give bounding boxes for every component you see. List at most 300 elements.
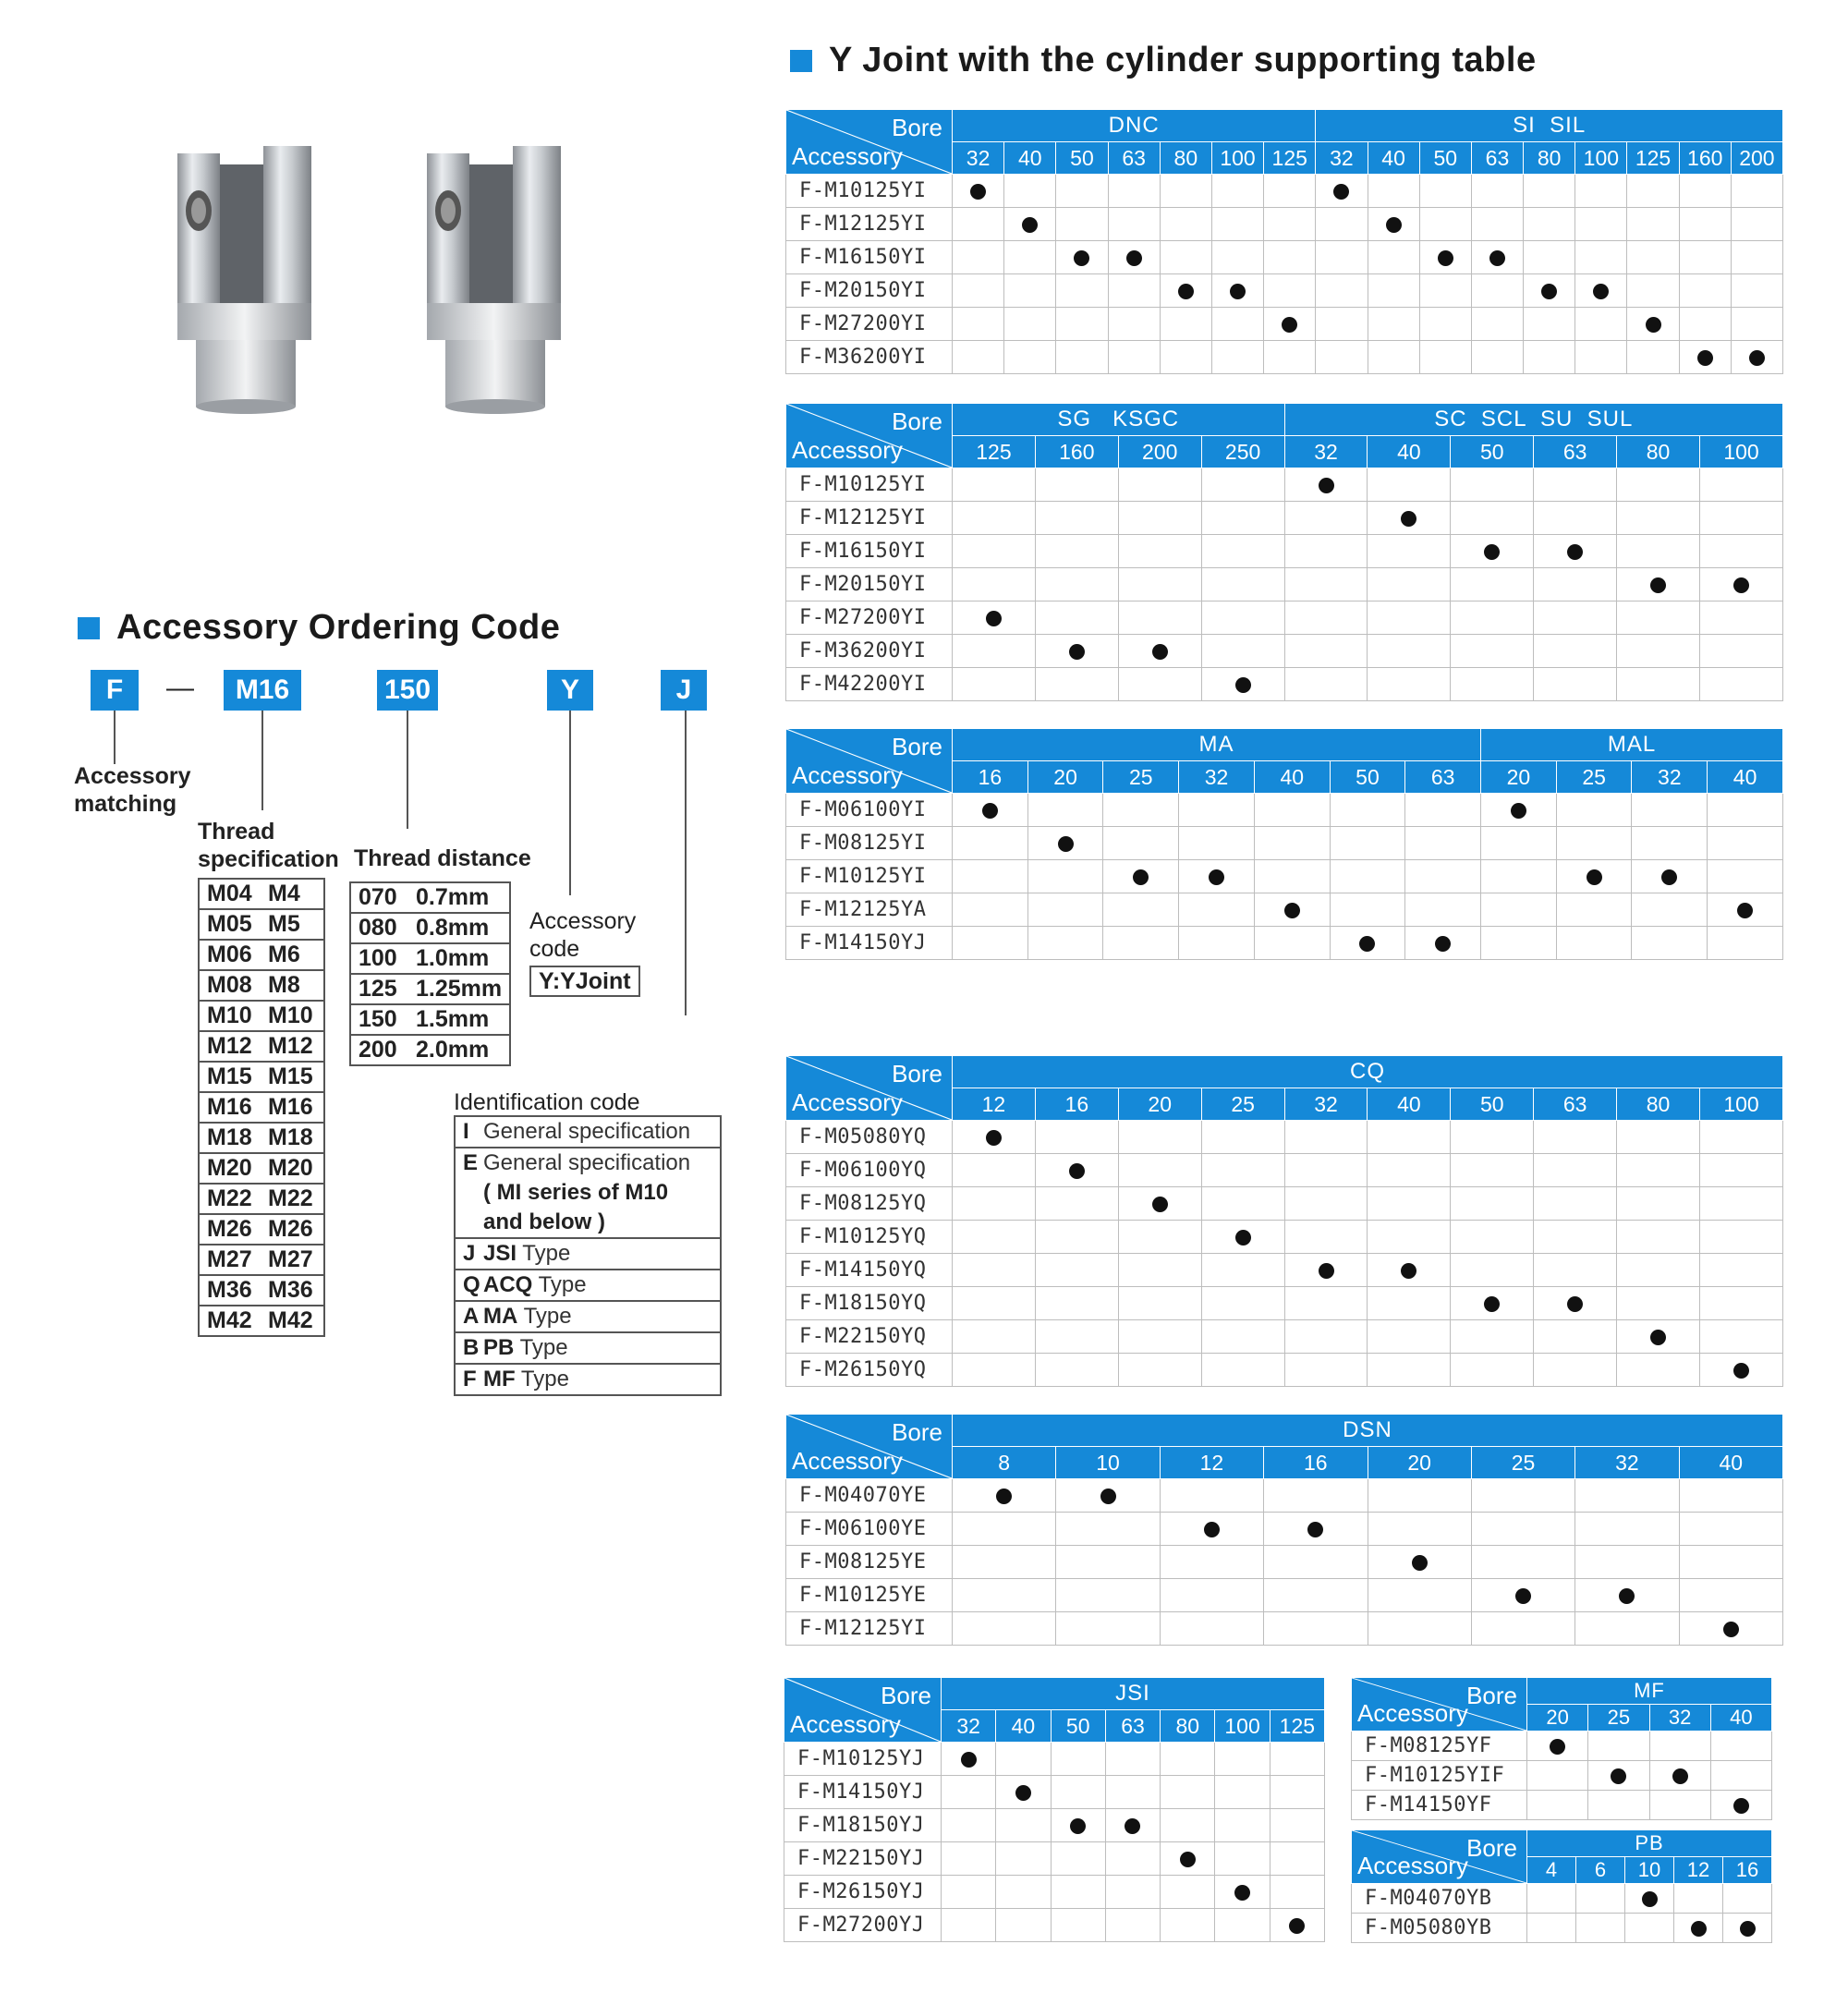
accessory-part-number: F-M05080YB — [1352, 1914, 1527, 1943]
match-cell — [1368, 241, 1419, 274]
match-cell — [1270, 1842, 1324, 1876]
match-cell — [1627, 308, 1679, 341]
series-group-header: MA — [953, 729, 1481, 761]
distance-code: 125 — [359, 976, 397, 1002]
match-cell — [1179, 827, 1255, 860]
header-group-row — [1352, 1678, 1772, 1705]
match-cell — [1632, 794, 1708, 827]
match-cell — [1284, 568, 1368, 602]
match-cell — [1179, 860, 1255, 893]
match-cell — [1316, 341, 1368, 374]
match-dot-icon — [1235, 1230, 1251, 1246]
match-cell — [1105, 1776, 1160, 1809]
match-dot-icon — [1567, 544, 1583, 560]
bore-size-header: 32 — [942, 1710, 996, 1743]
match-dot-icon — [1180, 1852, 1196, 1867]
bore-size-header: 32 — [1316, 142, 1368, 175]
match-cell — [1264, 1612, 1368, 1646]
identification-desc: Type — [523, 1304, 572, 1329]
match-cell — [1617, 635, 1700, 668]
match-cell — [1270, 1743, 1324, 1776]
distance-code: 070 — [359, 884, 397, 910]
match-cell — [1284, 1320, 1368, 1354]
match-cell — [1264, 1546, 1368, 1579]
match-cell — [1160, 1612, 1263, 1646]
accessory-part-number: F-M10125YI — [786, 175, 953, 208]
table-row — [1352, 1732, 1772, 1761]
accessory-part-number: F-M04070YB — [1352, 1884, 1527, 1914]
table-row — [786, 274, 1783, 308]
match-dot-icon — [1550, 1739, 1565, 1755]
match-cell — [953, 1546, 1056, 1579]
match-cell — [1575, 1479, 1679, 1513]
match-cell — [1451, 468, 1534, 502]
match-cell — [1035, 468, 1118, 502]
match-cell — [1118, 1187, 1201, 1221]
accessory-part-number: F-M36200YI — [786, 341, 953, 374]
match-cell — [1556, 893, 1632, 927]
identification-type: ACQ — [483, 1272, 533, 1297]
match-cell — [1575, 1546, 1679, 1579]
identification-type: MA — [483, 1304, 518, 1329]
thread-spec-row — [199, 909, 324, 940]
match-cell — [1108, 274, 1160, 308]
bore-accessory-corner — [786, 729, 953, 794]
bore-size-header: 100 — [1700, 1088, 1783, 1121]
match-cell — [1368, 1187, 1451, 1221]
thread-size: M16 — [268, 1094, 313, 1120]
match-cell — [1419, 175, 1471, 208]
table-row — [784, 1809, 1325, 1842]
match-cell — [953, 1221, 1036, 1254]
match-cell — [1588, 1791, 1649, 1820]
bore-size-header: 25 — [1103, 761, 1179, 794]
accessory-part-number: F-M14150YF — [1352, 1791, 1527, 1820]
match-cell — [1211, 341, 1263, 374]
match-cell — [1368, 341, 1419, 374]
match-cell — [1118, 635, 1201, 668]
accessory-part-number: F-M20150YI — [786, 568, 953, 602]
match-dot-icon — [1126, 250, 1142, 266]
match-cell — [1035, 635, 1118, 668]
distance-value: 0.7mm — [416, 884, 490, 910]
match-cell — [1316, 175, 1368, 208]
match-cell — [1284, 635, 1368, 668]
series-group-header: PB — [1527, 1830, 1772, 1857]
match-cell — [1700, 668, 1783, 701]
match-cell — [1270, 1909, 1324, 1942]
match-cell — [1179, 893, 1255, 927]
match-cell — [1710, 1761, 1771, 1791]
match-cell — [1004, 175, 1056, 208]
table-row — [786, 1579, 1783, 1612]
match-dot-icon — [1100, 1489, 1116, 1504]
code-box-f: F — [91, 670, 139, 711]
match-cell — [1108, 341, 1160, 374]
connector-line — [261, 711, 263, 810]
table-row — [786, 468, 1783, 502]
match-cell — [1118, 535, 1201, 568]
match-cell — [1284, 535, 1368, 568]
match-cell — [1405, 794, 1481, 827]
table-row — [786, 1254, 1783, 1287]
match-cell — [1679, 308, 1731, 341]
match-cell — [1534, 668, 1617, 701]
bore-size-header: 20 — [1481, 761, 1557, 794]
match-cell — [1451, 1320, 1534, 1354]
match-cell — [1179, 794, 1255, 827]
accessory-label: Accessory — [1357, 1852, 1468, 1879]
match-cell — [1723, 1884, 1772, 1914]
match-cell — [942, 1876, 996, 1909]
accessory-part-number: F-M08125YQ — [786, 1187, 953, 1221]
match-cell — [953, 568, 1036, 602]
table-row — [784, 1876, 1325, 1909]
thread-size: M10 — [268, 1002, 313, 1028]
accessory-part-number: F-M27200YI — [786, 308, 953, 341]
match-cell — [1471, 1579, 1574, 1612]
series-group-header: DSN — [953, 1415, 1783, 1447]
thread-code: M04 — [207, 881, 252, 906]
bore-size-header: 10 — [1625, 1857, 1674, 1884]
bore-size-header: 200 — [1731, 142, 1782, 175]
match-cell — [1103, 893, 1179, 927]
match-cell — [1105, 1809, 1160, 1842]
identification-row — [455, 1116, 721, 1148]
match-cell — [1270, 1776, 1324, 1809]
match-cell — [1534, 1121, 1617, 1154]
match-dot-icon — [1650, 577, 1666, 593]
match-dot-icon — [1723, 1622, 1739, 1637]
match-cell — [1534, 535, 1617, 568]
mf-table — [1351, 1677, 1772, 1820]
match-cell — [953, 1479, 1056, 1513]
identification-row — [455, 1332, 721, 1364]
match-cell — [1035, 1320, 1118, 1354]
y-joint-photo — [166, 137, 333, 414]
match-cell — [1679, 241, 1731, 274]
match-cell — [1368, 502, 1451, 535]
match-cell — [1700, 1287, 1783, 1320]
table-row — [786, 1513, 1783, 1546]
code-box-accessory: Y — [547, 670, 593, 711]
thread-spec-row — [199, 940, 324, 970]
accessory-part-number: F-M27200YJ — [784, 1909, 942, 1942]
thread-distance-row — [350, 882, 510, 913]
table-row — [1352, 1884, 1772, 1914]
match-cell — [953, 927, 1028, 960]
match-dot-icon — [1074, 250, 1089, 266]
table-row — [786, 502, 1783, 535]
match-cell — [1108, 208, 1160, 241]
thread-size: M4 — [268, 881, 300, 906]
thread-spec-table — [198, 878, 325, 1337]
series-group-header: CQ — [953, 1056, 1783, 1088]
match-cell — [1617, 1320, 1700, 1354]
match-dot-icon — [1484, 1296, 1500, 1312]
table-row — [786, 1121, 1783, 1154]
thread-size: M5 — [268, 911, 300, 937]
bore-size-header: 16 — [953, 761, 1028, 794]
bore-label: Bore — [892, 407, 942, 435]
accessory-part-number: F-M08125YI — [786, 827, 953, 860]
accessory-label: Accessory — [792, 436, 903, 464]
bore-size-header: 160 — [1679, 142, 1731, 175]
match-cell — [1051, 1842, 1105, 1876]
match-cell — [1524, 308, 1575, 341]
match-cell — [1108, 175, 1160, 208]
match-dot-icon — [1642, 1891, 1658, 1907]
match-cell — [1108, 241, 1160, 274]
table-row — [786, 208, 1783, 241]
match-dot-icon — [1435, 936, 1451, 952]
identification-key: I — [463, 1119, 469, 1144]
bore-size-header: 80 — [1161, 1710, 1215, 1743]
match-cell — [1471, 1479, 1574, 1513]
thread-spec-row — [199, 1214, 324, 1245]
match-cell — [996, 1842, 1051, 1876]
match-dot-icon — [1209, 869, 1224, 885]
identification-type: PB — [483, 1335, 515, 1360]
match-cell — [1254, 893, 1330, 927]
match-cell — [1617, 1154, 1700, 1187]
match-cell — [1471, 341, 1523, 374]
bore-size-header: 40 — [1004, 142, 1056, 175]
table-row — [786, 635, 1783, 668]
match-cell — [1368, 208, 1419, 241]
match-cell — [1118, 1320, 1201, 1354]
match-cell — [1035, 668, 1118, 701]
match-cell — [1368, 308, 1419, 341]
code-box-distance: 150 — [377, 670, 438, 711]
match-cell — [1534, 1354, 1617, 1387]
match-cell — [1700, 568, 1783, 602]
match-cell — [1368, 274, 1419, 308]
accessory-part-number: F-M05080YQ — [786, 1121, 953, 1154]
match-cell — [1201, 468, 1284, 502]
match-cell — [1056, 241, 1108, 274]
identification-row — [455, 1364, 721, 1395]
match-cell — [1160, 308, 1211, 341]
match-cell — [1056, 1546, 1160, 1579]
bore-size-header: 63 — [1108, 142, 1160, 175]
match-cell — [1451, 502, 1534, 535]
thread-code: M06 — [207, 942, 252, 967]
match-dot-icon — [1619, 1588, 1635, 1604]
accessory-part-number: F-M42200YI — [786, 668, 953, 701]
match-cell — [1405, 860, 1481, 893]
match-cell — [1731, 241, 1782, 274]
header-group-row — [786, 404, 1783, 436]
match-cell — [953, 308, 1004, 341]
header-group-row — [1352, 1830, 1772, 1857]
accessory-part-number: F-M26150YQ — [786, 1354, 953, 1387]
match-cell — [953, 635, 1036, 668]
match-cell — [1481, 893, 1557, 927]
accessory-part-number: F-M10125YIF — [1352, 1761, 1527, 1791]
match-dot-icon — [1438, 250, 1453, 266]
match-cell — [1215, 1743, 1270, 1776]
match-cell — [1481, 794, 1557, 827]
match-cell — [1700, 1154, 1783, 1187]
thread-spec-row — [199, 1245, 324, 1275]
table-row — [786, 568, 1783, 602]
match-cell — [1708, 893, 1783, 927]
thread-spec-row — [199, 1123, 324, 1153]
accessory-part-number: F-M12125YI — [786, 208, 953, 241]
match-cell — [996, 1776, 1051, 1809]
table-row — [784, 1743, 1325, 1776]
match-cell — [1264, 341, 1316, 374]
match-cell — [1679, 175, 1731, 208]
match-cell — [1731, 274, 1782, 308]
match-cell — [1700, 1221, 1783, 1254]
bore-size-header: 32 — [953, 142, 1004, 175]
match-cell — [953, 274, 1004, 308]
identification-desc: General specification — [483, 1119, 691, 1144]
match-cell — [1161, 1909, 1215, 1942]
thread-spec-row — [199, 1153, 324, 1184]
match-cell — [1534, 635, 1617, 668]
bore-size-header: 20 — [1118, 1088, 1201, 1121]
match-dot-icon — [1511, 803, 1526, 819]
thread-code: M10 — [207, 1002, 252, 1028]
match-cell — [1215, 1809, 1270, 1842]
match-cell — [1471, 1546, 1574, 1579]
match-cell — [1617, 1254, 1700, 1287]
bore-size-header: 32 — [1284, 436, 1368, 468]
match-cell — [1368, 1287, 1451, 1320]
match-cell — [1405, 893, 1481, 927]
match-cell — [1368, 1513, 1471, 1546]
accessory-label: Accessory — [792, 1088, 903, 1116]
match-cell — [1368, 1579, 1471, 1612]
match-cell — [1700, 1354, 1783, 1387]
match-cell — [1575, 274, 1627, 308]
distance-value: 1.5mm — [416, 1006, 490, 1032]
distance-code: 200 — [359, 1037, 397, 1063]
match-dot-icon — [1386, 217, 1402, 233]
match-cell — [1056, 1513, 1160, 1546]
bore-accessory-corner — [784, 1678, 942, 1743]
match-cell — [1405, 927, 1481, 960]
identification-label: Identification code — [454, 1089, 640, 1115]
match-cell — [1534, 1320, 1617, 1354]
match-cell — [1027, 860, 1103, 893]
match-dot-icon — [1567, 1296, 1583, 1312]
match-cell — [1575, 208, 1627, 241]
distance-code: 100 — [359, 945, 397, 971]
match-cell — [1534, 1254, 1617, 1287]
bore-size-header: 50 — [1419, 142, 1471, 175]
thread-size: M36 — [268, 1277, 313, 1303]
match-dot-icon — [1484, 544, 1500, 560]
match-cell — [1160, 1513, 1263, 1546]
thread-distance-row — [350, 1004, 510, 1035]
bore-size-header: 16 — [1035, 1088, 1118, 1121]
match-cell — [1201, 1287, 1284, 1320]
match-cell — [1527, 1884, 1576, 1914]
match-cell — [1284, 1187, 1368, 1221]
match-cell — [1161, 1776, 1215, 1809]
bore-size-header: 80 — [1160, 142, 1211, 175]
distance-value: 2.0mm — [416, 1037, 490, 1063]
bore-label: Bore — [881, 1682, 931, 1709]
match-cell — [1617, 468, 1700, 502]
match-cell — [953, 535, 1036, 568]
table-row — [784, 1909, 1325, 1942]
bore-size-header: 125 — [1627, 142, 1679, 175]
table-row — [786, 241, 1783, 274]
accessory-part-number: F-M18150YQ — [786, 1287, 953, 1320]
table-row — [786, 1479, 1783, 1513]
distance-value: 1.0mm — [416, 945, 490, 971]
table-row — [784, 1776, 1325, 1809]
match-cell — [1103, 927, 1179, 960]
match-cell — [1201, 1221, 1284, 1254]
match-cell — [1627, 208, 1679, 241]
match-cell — [1534, 1221, 1617, 1254]
match-cell — [1556, 860, 1632, 893]
table-row — [786, 860, 1783, 893]
match-cell — [1708, 860, 1783, 893]
match-dot-icon — [1284, 903, 1300, 918]
bore-size-header: 80 — [1617, 1088, 1700, 1121]
match-cell — [1700, 1320, 1783, 1354]
match-cell — [1679, 274, 1731, 308]
bore-size-header: 20 — [1027, 761, 1103, 794]
match-cell — [1527, 1914, 1576, 1943]
match-dot-icon — [986, 1130, 1002, 1146]
match-cell — [1708, 827, 1783, 860]
code-box-identification: J — [661, 670, 707, 711]
match-cell — [1254, 794, 1330, 827]
match-cell — [1211, 308, 1263, 341]
identification-row — [455, 1301, 721, 1332]
identification-key: E — [463, 1150, 479, 1175]
bore-size-header: 40 — [1708, 761, 1783, 794]
thread-spec-row — [199, 1001, 324, 1031]
match-cell — [1118, 668, 1201, 701]
match-cell — [1368, 1354, 1451, 1387]
match-cell — [1051, 1776, 1105, 1809]
thread-spec-row — [199, 1184, 324, 1214]
identification-table — [454, 1115, 722, 1396]
match-cell — [1118, 1287, 1201, 1320]
match-dot-icon — [1234, 1885, 1250, 1901]
thread-size: M15 — [268, 1063, 313, 1089]
match-dot-icon — [1733, 577, 1749, 593]
bore-size-header: 16 — [1723, 1857, 1772, 1884]
header-group-row — [784, 1678, 1325, 1710]
identification-key: J — [463, 1241, 476, 1266]
match-cell — [1051, 1909, 1105, 1942]
match-cell — [1160, 208, 1211, 241]
match-cell — [953, 1254, 1036, 1287]
accessory-part-number: F-M22150YQ — [786, 1320, 953, 1354]
match-dot-icon — [961, 1752, 977, 1768]
bore-size-header: 100 — [1215, 1710, 1270, 1743]
identification-desc: Type — [522, 1241, 571, 1266]
bore-size-header: 32 — [1632, 761, 1708, 794]
bullet-square-icon — [78, 617, 100, 639]
match-cell — [1627, 341, 1679, 374]
bore-label: Bore — [1466, 1834, 1517, 1862]
match-cell — [1004, 341, 1056, 374]
sg-sc-table — [785, 403, 1783, 701]
match-cell — [1103, 860, 1179, 893]
accessory-part-number: F-M36200YI — [786, 635, 953, 668]
